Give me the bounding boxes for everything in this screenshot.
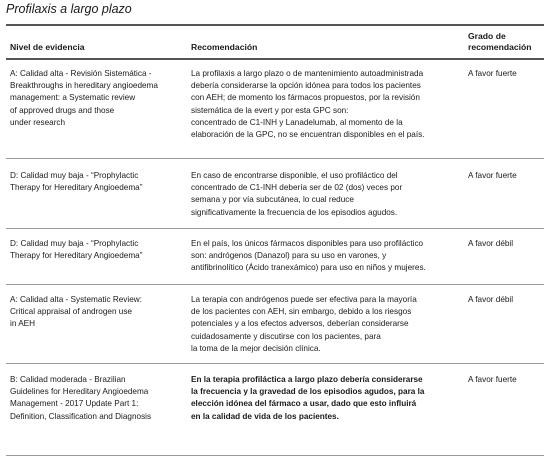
header-recommendation: Recomendación <box>191 42 258 52</box>
table-bottom-rule <box>6 455 544 456</box>
row-3-recommendation: En el país, los únicos fármacos disponibles para uso profiláctico son: andrógenos (Danazol) para su uso en varones, y antifibrinolítico (Ácido tranexámico) para uso en niños y mujeres. <box>191 239 426 273</box>
row-5-recommendation: En la terapia profiláctica a largo plazo debería considerarse la frecuencia y la gravedad de los episodios agudos, para la elección idónea del fármaco a usar, dado que esto influirá en la calidad de vida de los pacientes. <box>191 375 425 421</box>
header-bottom-rule <box>6 58 544 60</box>
row-1-recommendation: La profilaxis a largo plazo o de mantenimiento autoadministrada debería considerarse la opción idónea para todos los pacientes con AEH; de momento los fármacos propuestos, por la revisión sistemática de la evert y por esta GPC son: concentrado de C1-INH y Lanadelumab, al momento de la elaboración de la GPC, no se encuentran disponibles en el país. <box>191 69 425 140</box>
header-grade: Grado de recomendación <box>468 31 532 52</box>
row-5-evidence: B: Calidad moderada - Brazilian Guidelines for Hereditary Angioedema Management - 2017 Update Part 1: Definition, Classification and Diagnosis <box>10 375 152 421</box>
row-4-recommendation: La terapia con andrógenos puede ser efectiva para la mayoría de los pacientes con AEH, sin embargo, debido a los riesgos potenciales y a los efectos adversos, deberían considerarse cuidadosamente y discutirse con los pacientes, para la toma de la mejor decisión clínica. <box>191 295 417 353</box>
row-1-evidence: A: Calidad alta - Revisión Sistemática - Breakthroughs in hereditary angioedema management: a Systematic review of approved drugs and those under research <box>10 69 158 127</box>
row-2-recommendation: En caso de encontrarse disponible, el uso profiláctico del concentrado de C1-INH debería ser de 02 (dos) veces por semana y por vía subcutánea, lo cual reduce significativamente la frecuencia de los episodios agudos. <box>191 171 403 217</box>
row-1-divider <box>6 158 544 159</box>
row-4-evidence: A: Calidad alta - Systematic Review: Critical appraisal of androgen use in AEH <box>10 295 142 329</box>
row-2-divider <box>6 228 544 229</box>
table-title: Profilaxis a largo plazo <box>6 2 132 16</box>
row-5-grade: A favor fuerte <box>468 375 517 384</box>
row-2-grade: A favor fuerte <box>468 171 517 180</box>
row-4-grade: A favor débil <box>468 295 514 304</box>
header-top-rule <box>6 24 544 26</box>
row-3-divider <box>6 284 544 285</box>
header-evidence: Nivel de evidencia <box>10 42 85 52</box>
row-3-grade: A favor débil <box>468 239 514 248</box>
row-4-divider <box>6 363 544 364</box>
row-3-evidence: D: Calidad muy baja - “Prophylactic Therapy for Hereditary Angioedema” <box>10 239 143 261</box>
row-2-evidence: D: Calidad muy baja - “Prophylactic Therapy for Hereditary Angioedema” <box>10 171 143 193</box>
row-1-grade: A favor fuerte <box>468 69 517 78</box>
